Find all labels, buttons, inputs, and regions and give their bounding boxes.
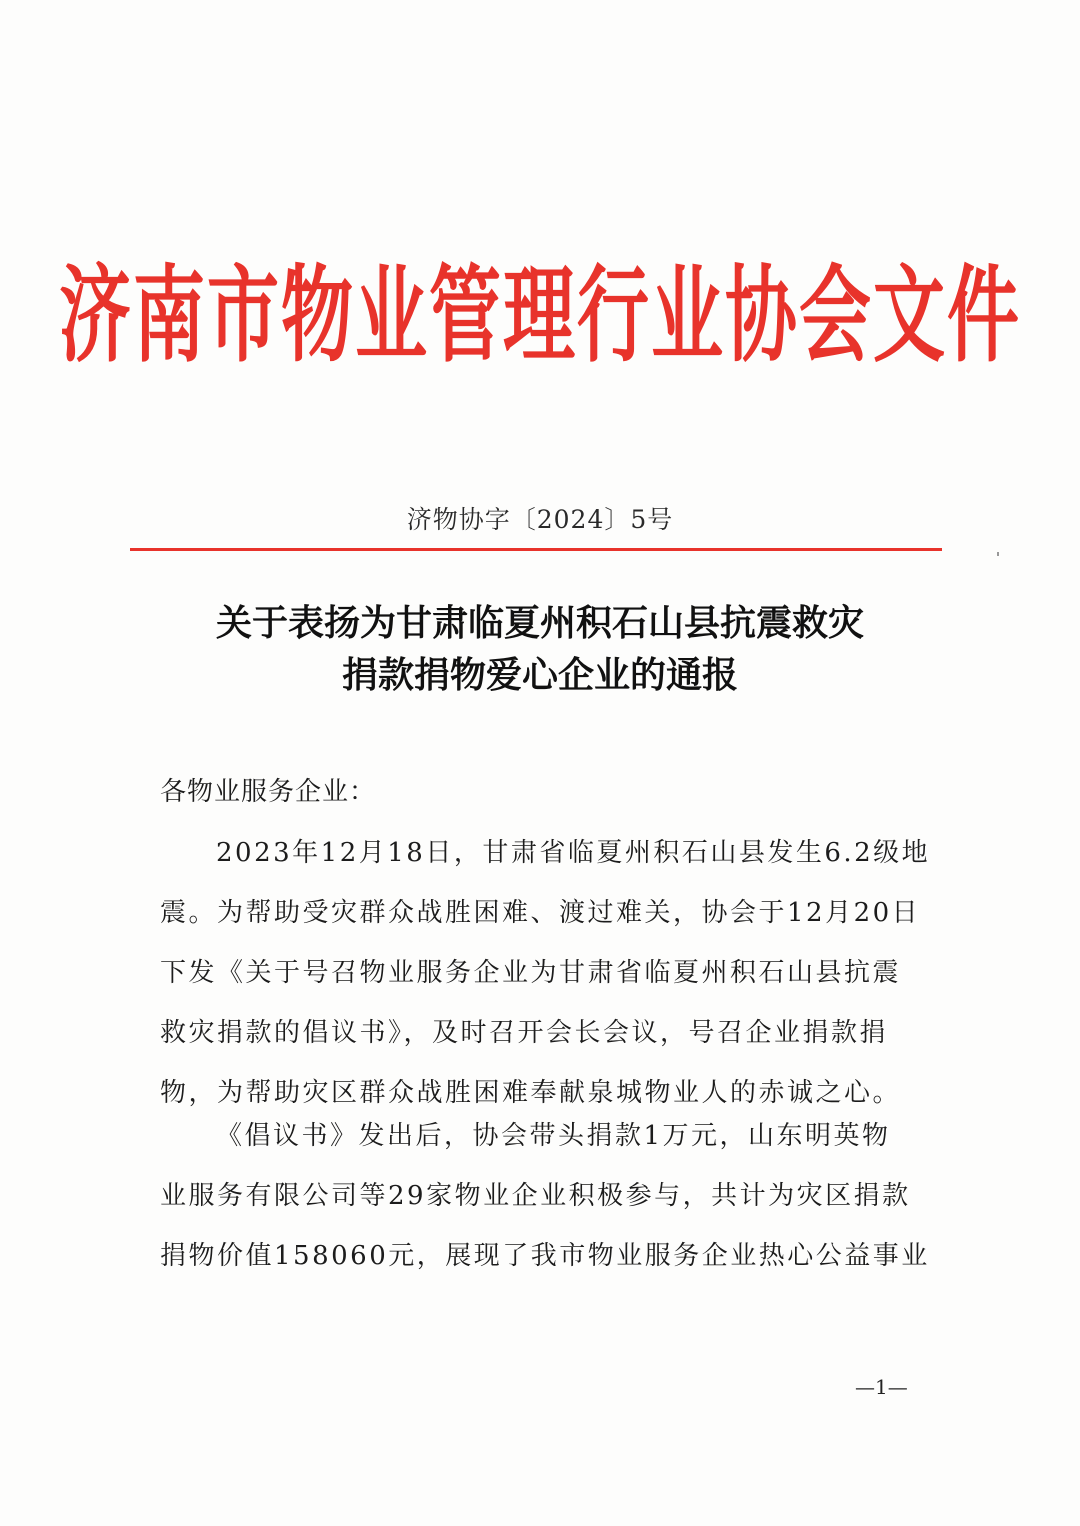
masthead-title: 济南市物业管理行业协会文件 [58,254,1021,376]
document-title [0,597,1080,701]
paragraph-line: 下发《关于号召物业服务企业为甘肃省临夏州积石山县抗震 [160,958,902,988]
page-number: —1— [855,1375,908,1399]
paragraph-1 [160,823,931,1123]
paragraph-line: 《倡议书》发出后，协会带头捐款1万元，山东明英物 [216,1121,891,1151]
salutation: 各物业服务企业： [160,777,377,807]
title-line-1: 关于表扬为甘肃临夏州积石山县抗震救灾 [215,602,864,644]
paragraph-line: 救灾捐款的倡议书》，及时召开会长会议，号召企业捐款捐 [160,1018,889,1048]
title-line-2: 捐款捐物爱心企业的通报 [341,654,738,696]
scan-speck [997,552,999,556]
paragraph-line: 震。为帮助受灾群众战胜困难、渡过难关，协会于12月20日 [160,898,921,928]
paragraph-line: 业服务有限公司等29家物业企业积极参与，共计为灾区捐款 [160,1181,911,1211]
paragraph-line: 物，为帮助灾区群众战胜困难奉献泉城物业人的赤诚之心。 [160,1078,902,1108]
paragraph-line: 捐物价值158060元，展现了我市物业服务企业热心公益事业 [160,1241,930,1271]
red-divider-line [130,548,942,551]
document-number: 济物协字〔2024〕5号 [406,505,674,534]
paragraph-2 [160,1106,930,1286]
paragraph-line: 2023年12月18日，甘肃省临夏州积石山县发生6.2级地 [216,838,931,868]
